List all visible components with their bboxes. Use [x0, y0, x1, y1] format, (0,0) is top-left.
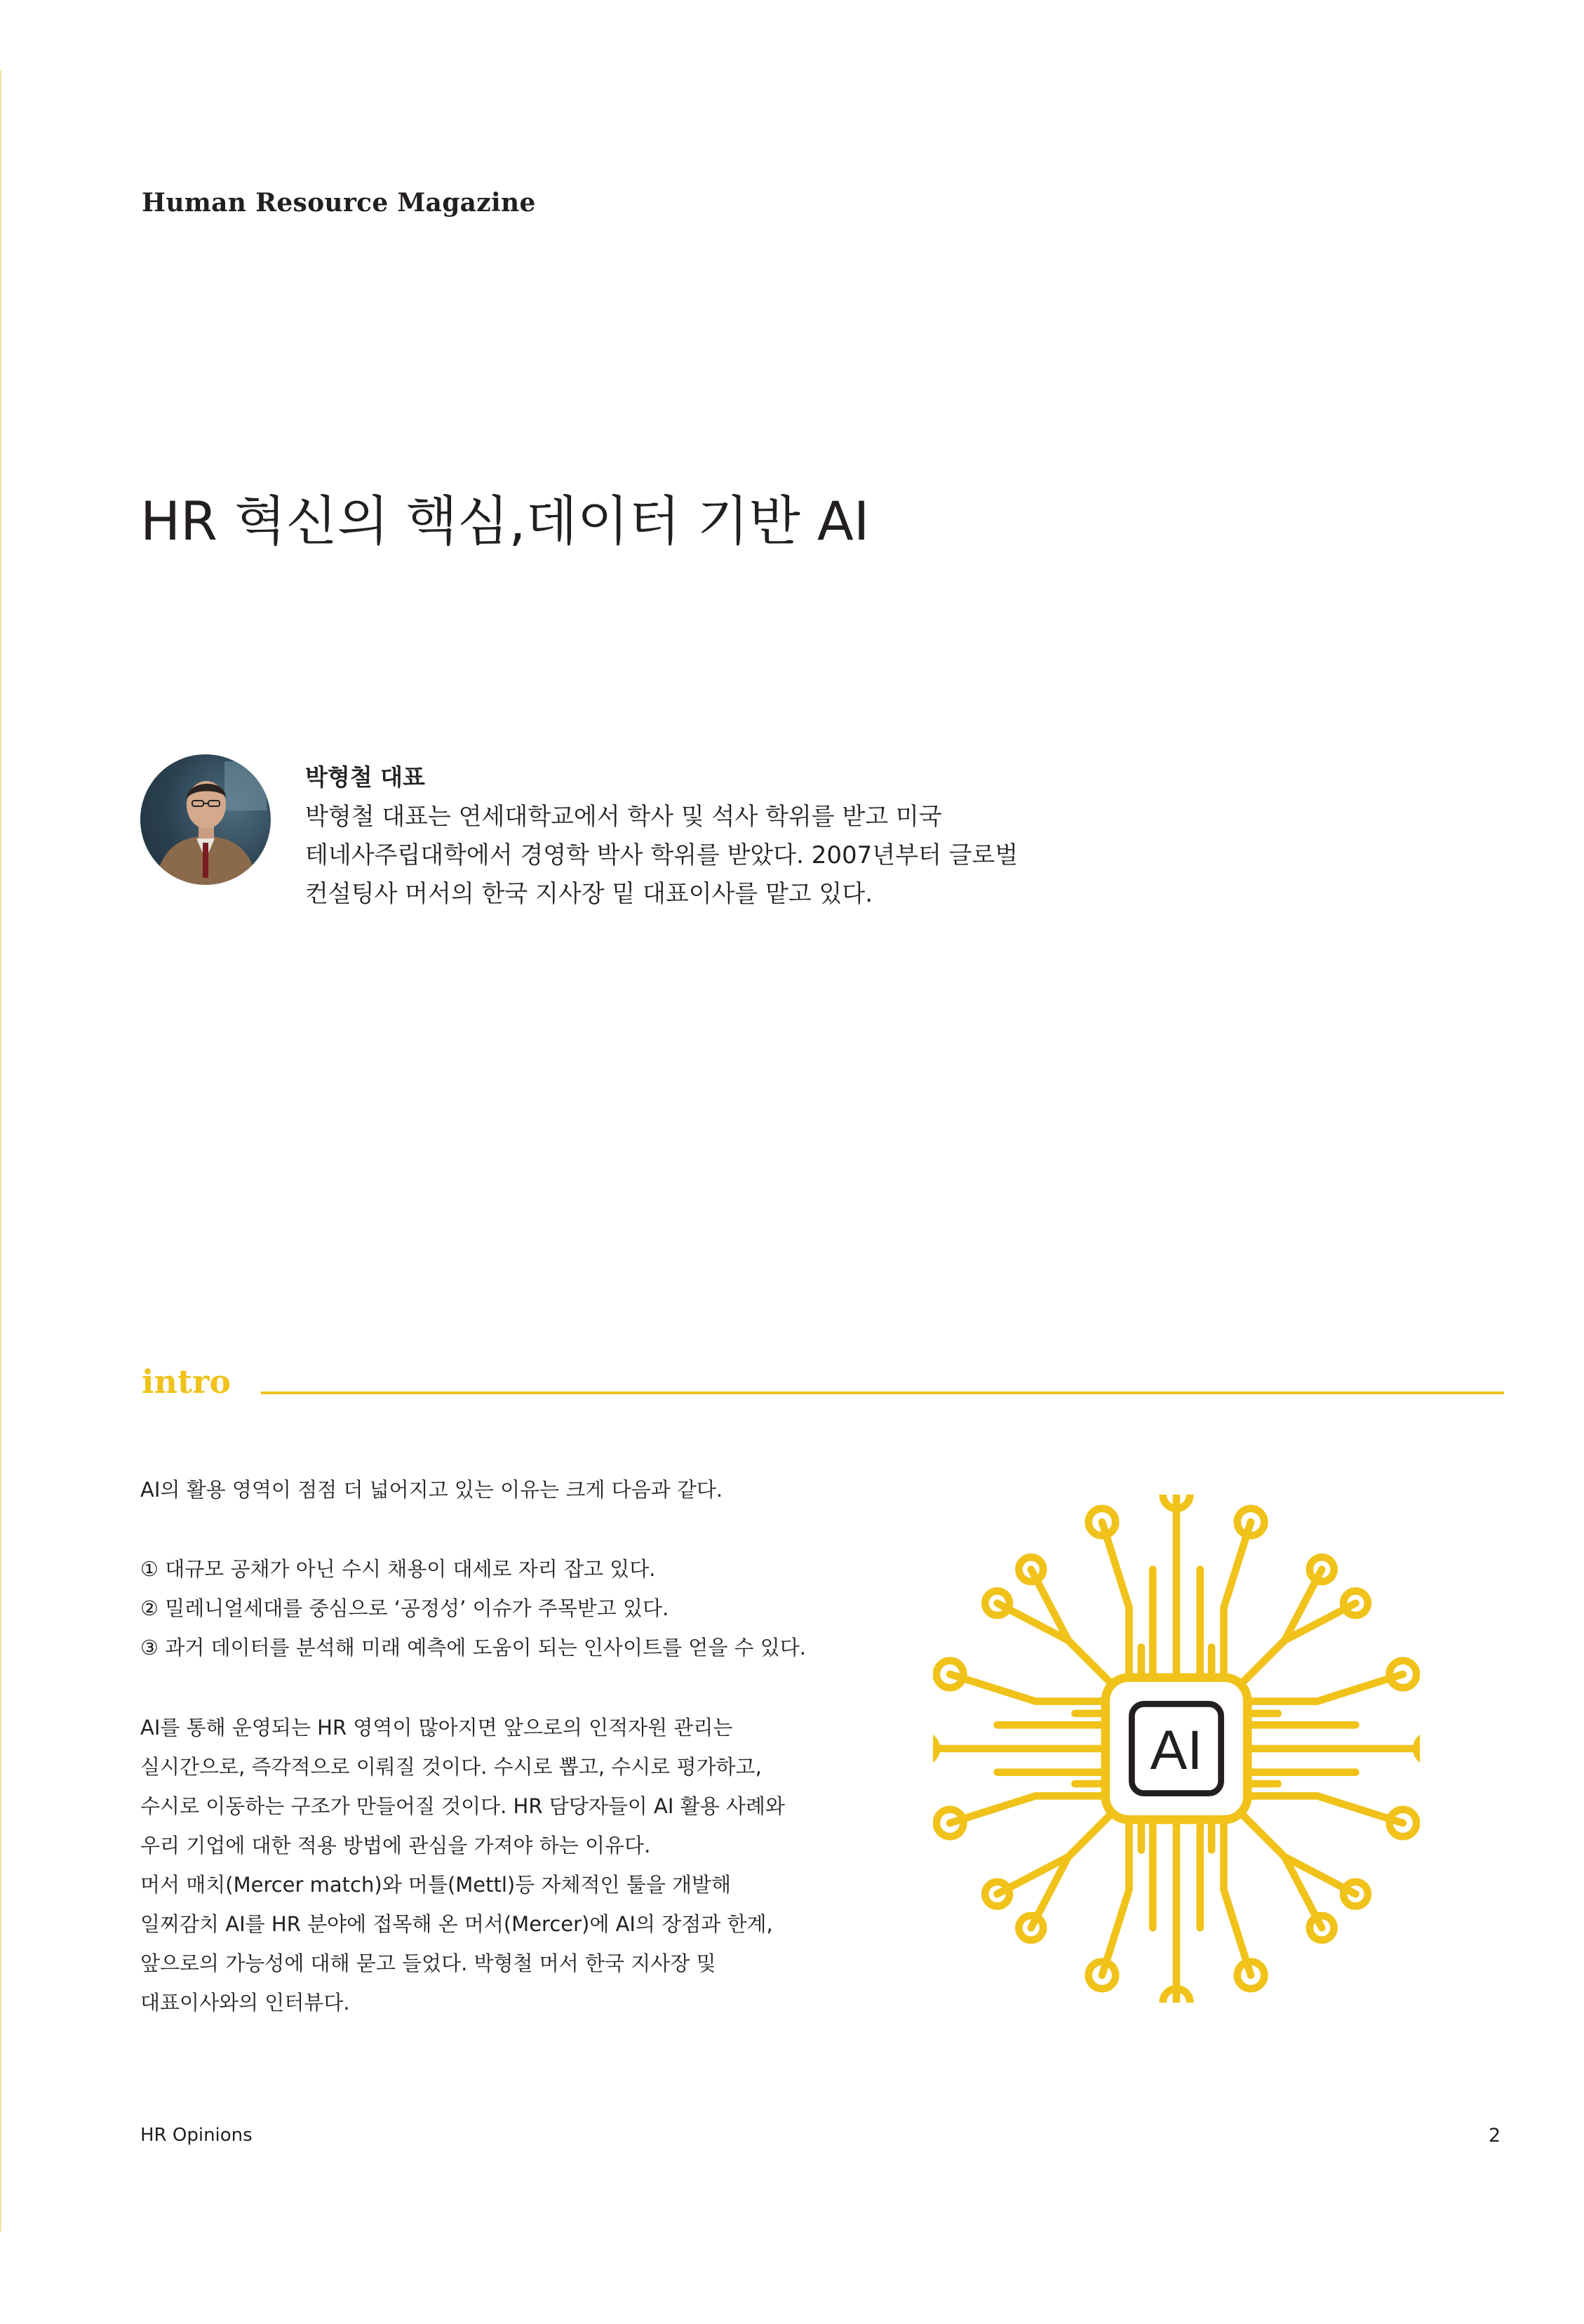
- circuit-trace: [1102, 1522, 1129, 1678]
- intro-divider: [261, 1391, 1504, 1394]
- intro-heading: intro: [142, 1363, 231, 1401]
- ai-chip-icon: [933, 1495, 1420, 2003]
- intro-lead-text: AI의 활용 영역이 점점 더 넓어지고 있는 이유는 크게 다음과 같다.: [140, 1478, 723, 1502]
- bio-line: 박형철 대표는 연세대학교에서 학사 및 석사 학위를 받고 미국: [305, 803, 942, 831]
- circuit-trace: [950, 1674, 1106, 1702]
- circuit-node: [933, 1735, 937, 1763]
- paragraph-line: 우리 기업에 대한 적용 방법에 관심을 가져야 하는 이유다.: [140, 1834, 651, 1857]
- circuit-trace: [1102, 1819, 1129, 1975]
- intro-points: [140, 1549, 856, 1667]
- circuit-trace: [1223, 1819, 1251, 1975]
- circuit-trace: [950, 1796, 1106, 1823]
- author-avatar: [140, 754, 271, 885]
- intro-point: ① 대규모 공채가 아닌 수시 채용이 대세로 자리 잡고 있다.: [140, 1557, 656, 1581]
- paragraph-line: 수시로 이동하는 구조가 만들어질 것이다. HR 담당자들이 AI 활용 사례와: [140, 1794, 785, 1818]
- intro-point: ② 밀레니얼세대를 중심으로 ‘공정성’ 이슈가 주목받고 있다.: [140, 1596, 669, 1620]
- paragraph-line: AI를 통해 운영되는 HR 영역이 많아지면 앞으로의 인적자원 관리는: [140, 1716, 733, 1739]
- bio-line: 컨설팅사 머서의 한국 지사장 밑 대표이사를 맡고 있다.: [305, 880, 873, 908]
- intro-point: ③ 과거 데이터를 분석해 미래 예측에 도움이 되는 인사이트를 얻을 수 있다.: [140, 1636, 807, 1659]
- paragraph-line: 대표이사와의 인터뷰다.: [140, 1991, 350, 2015]
- magazine-masthead: Human Resource Magazine: [142, 188, 536, 218]
- circuit-node: [1416, 1735, 1420, 1763]
- circuit-trace: [1247, 1674, 1403, 1702]
- paragraph-line: 실시간으로, 즉각적으로 이뤄질 것이다. 수시로 뽑고, 수시로 평가하고,: [140, 1755, 762, 1779]
- article-title: HR 혁신의 핵심,데이터 기반 AI: [140, 490, 870, 552]
- author-bio: [305, 798, 1063, 914]
- intro-lead: [140, 1470, 856, 1509]
- bio-line: 테네사주립대학에서 경영학 박사 학위를 받았다. 2007년부터 글로벌: [305, 841, 1019, 869]
- author-photo: [140, 754, 271, 885]
- page-edge-line: [0, 70, 1, 2231]
- footer-section: HR Opinions: [140, 2125, 253, 2146]
- paragraph-line: 일찌감치 AI를 HR 분야에 접목해 온 머서(Mercer)에 AI의 장점과 한계,: [140, 1912, 773, 1936]
- circuit-trace: [1223, 1522, 1251, 1678]
- chip-label: AI: [1150, 1718, 1203, 1781]
- paragraph-line: 앞으로의 가능성에 대해 묻고 들었다. 박형철 머서 한국 지사장 및: [140, 1951, 716, 1975]
- author-name: 박형철 대표: [305, 763, 425, 791]
- page-number: 2: [1489, 2125, 1501, 2146]
- circuit-trace: [1247, 1796, 1403, 1823]
- paragraph-line: 머서 매치(Mercer match)와 머틀(Mettl)등 자체적인 툴을 개발해: [140, 1873, 732, 1897]
- intro-paragraph: [140, 1708, 856, 2022]
